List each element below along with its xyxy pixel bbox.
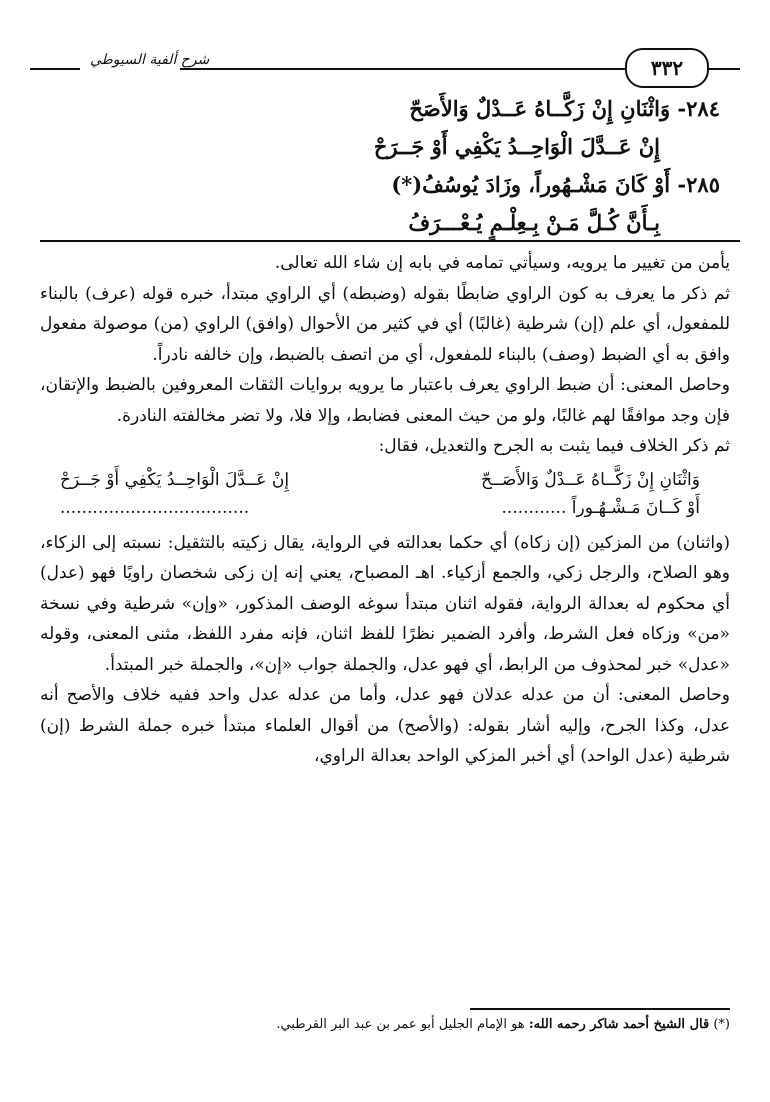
header-rule — [180, 68, 625, 70]
body-text — [40, 248, 730, 772]
paragraph: ثم ذكر ما يعرف به كون الراوي ضابطًا بقوله (وضبطه) أي الراوي مبتدأ، خبره قوله (عرف) بالبناء للمفعول، أي علم (إن) شرطية (غالبًا) أي في كثير من الأحوال (وافق) الراوي (من) موصولة مفعول وافق به أي الضبط (وصف) بالبناء للمفعول، أي من اتصف بالضبط، وإن خالفه نادراً. — [40, 283, 730, 365]
hemistich: وَاثْنَانِ إِنْ زَكَّــاهُ عَــدْلٌ وَالأَصَــحّ — [480, 469, 700, 490]
quoted-verse-row — [40, 494, 730, 522]
verse-line: إِنْ عَــدَّلَ الْوَاحِــدُ يَكْفِي أَوْ جَــرَحْ — [373, 134, 660, 159]
page-header — [30, 46, 745, 86]
verse-separator — [40, 240, 740, 242]
verse-line: ٢٨٥- أَوْ كَانَ مَشْـهُوراً، وزَادَ يُوسُفُ(*) — [391, 172, 720, 197]
hemistich: ................................... — [60, 497, 250, 518]
paragraph: وحاصل المعنى: أن من عدله عدلان فهو عدل، وأما من عدله عدل واحد ففيه خلاف والأصح أنه عدل، وكذا الجرح، وإليه أشار بقوله: (والأصح) من أقوال العلماء مبتدأ خبره جملة الشرط (إن) شرطية (عدل الواحد) أي أخبر المزكي الواحد بعدالة الراوي، — [40, 685, 730, 766]
footnote-text: هو الإمام الجليل أبو عمر بن عبد البر القرطبي. — [276, 1017, 525, 1032]
quoted-verse — [40, 466, 730, 522]
verse-line: ٢٨٤- وَاثْنَانِ إِنْ زَكَّــاهُ عَــدْلٌ وَالأَصَحّ — [409, 96, 720, 121]
page-number: ٣٣٢ — [625, 48, 709, 88]
footnote-marker: (*) — [713, 1017, 730, 1032]
header-rule — [708, 68, 740, 70]
footnote — [40, 1015, 730, 1035]
verse-line: بِـأَنَّ كُـلَّ مَـنْ بِـعِلْـمٍ يُـعْـــرَفُ — [408, 210, 660, 235]
paragraph: ثم ذكر الخلاف فيما يثبت به الجرح والتعديل، فقال: — [378, 436, 730, 456]
paragraph: يأمن من تغيير ما يرويه، وسيأتي تمامه في بابه إن شاء الله تعالى. — [274, 253, 730, 273]
paragraph: وحاصل المعنى: أن ضبط الراوي يعرف باعتبار ما يرويه بروايات الثقات المعروفين بالضبط والإتقان، فإن وجد موافقًا لهم غالبًا، ولو من حيث المعنى فضابط، وإلا فلا، ولا تضر مخالفته النادرة. — [40, 375, 731, 426]
header-rule — [30, 68, 80, 70]
verse-block — [40, 90, 720, 242]
paragraph: (واثنان) من المزكين (إن زكاه) أي حكما بعدالته في الرواية، يقال زكيته بالتثقيل: نسبته إلى الزكاء، وهو الصلاح، والرجل زكي، والجمع أزكياء. اهـ المصباح، يعني إنه إن زكى شخصان راويًا فهو (عدل) أي محكوم له بعدالة الرواية، فقوله اثنان مبتدأ سوغه الوصف المذكور، «وإن» شرطية وفي نسخة «من» وزكاه فعل الشرط، وأفرد الضمير نظرًا للفظ اثنان، فإنه مفرد اللفظ، مثنى المعنى، وقوله «عدل» خبر لمحذوف من الرابط، أي فهو عدل، والجملة جواب «إن»، والجملة خبر المبتدأ. — [40, 532, 730, 675]
quoted-verse-row — [40, 466, 730, 494]
footnote-author: قال الشيخ أحمد شاكر رحمه الله: — [528, 1017, 710, 1032]
hemistich: أَوْ كَــانَ مَـشْـهُـوراً ............ — [501, 497, 700, 518]
hemistich: إِنْ عَــدَّلَ الْوَاحِــدُ يَكْفِي أَوْ جَــرَحْ — [60, 469, 290, 490]
running-title: شرح ألفية السيوطي — [90, 52, 210, 68]
footnote-separator — [470, 1008, 730, 1010]
